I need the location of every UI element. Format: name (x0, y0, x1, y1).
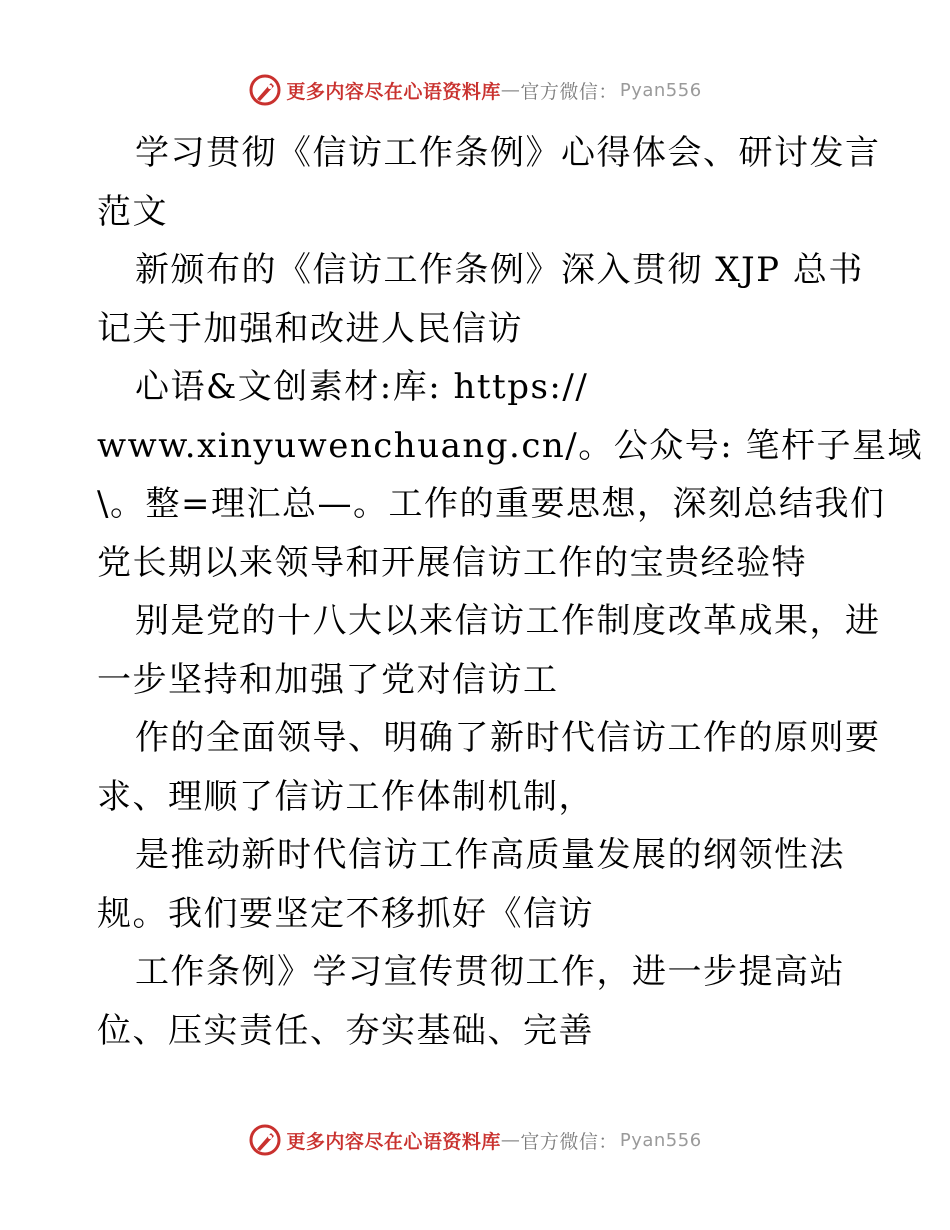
banner-separator: — (500, 79, 521, 101)
doc-line: 是推动新时代信访工作高质量发展的纲领性法 (135, 835, 845, 875)
doc-line: 新颁布的《信访工作条例》深入贯彻 XJP 总书 (135, 250, 864, 290)
doc-line: 求、理顺了信访工作体制机制， (97, 776, 594, 817)
document-body (97, 124, 923, 1060)
doc-line: 记关于加强和改进人民信访 (97, 308, 523, 349)
banner-label: 官方微信： (520, 1130, 618, 1153)
doc-line: 心语&文创素材:库: https:// (135, 367, 589, 407)
doc-line: \。整=理汇总—。工作的重要思想，深刻总结我们 (97, 484, 886, 524)
banner-wechat-id: Pyan556 (619, 1129, 702, 1151)
banner-separator: — (500, 1129, 521, 1151)
doc-line: 作的全面领导、明确了新时代信访工作的原则要 (135, 718, 881, 758)
doc-line: 别是党的十八大以来信访工作制度改革成果，进 (135, 601, 881, 641)
banner-wechat-id: Pyan556 (619, 79, 702, 101)
doc-line: 工作条例》学习宣传贯彻工作，进一步提高站 (135, 952, 845, 992)
doc-line: 位、压实责任、夯实基础、完善 (97, 1010, 594, 1051)
doc-line: 一步坚持和加强了党对信访工 (97, 659, 559, 700)
doc-line: 学习贯彻《信访工作条例》心得体会、研讨发言 (135, 133, 881, 173)
doc-line: 规。我们要坚定不移抓好《信访 (97, 893, 594, 934)
pen-nib-logo-icon (248, 73, 282, 107)
pen-nib-logo-icon (248, 1123, 282, 1157)
doc-line: 范文 (97, 191, 168, 232)
doc-line: www.xinyuwenchuang.cn/。公众号: 笔杆子星域 (97, 425, 923, 466)
header-watermark-banner (0, 70, 950, 110)
banner-brand-text: 更多内容尽在心语资料库 (286, 80, 501, 103)
banner-brand-text: 更多内容尽在心语资料库 (286, 1130, 501, 1153)
banner-label: 官方微信： (520, 80, 618, 103)
doc-line: 党长期以来领导和开展信访工作的宝贵经验特 (97, 542, 807, 583)
footer-watermark-banner (0, 1120, 950, 1160)
